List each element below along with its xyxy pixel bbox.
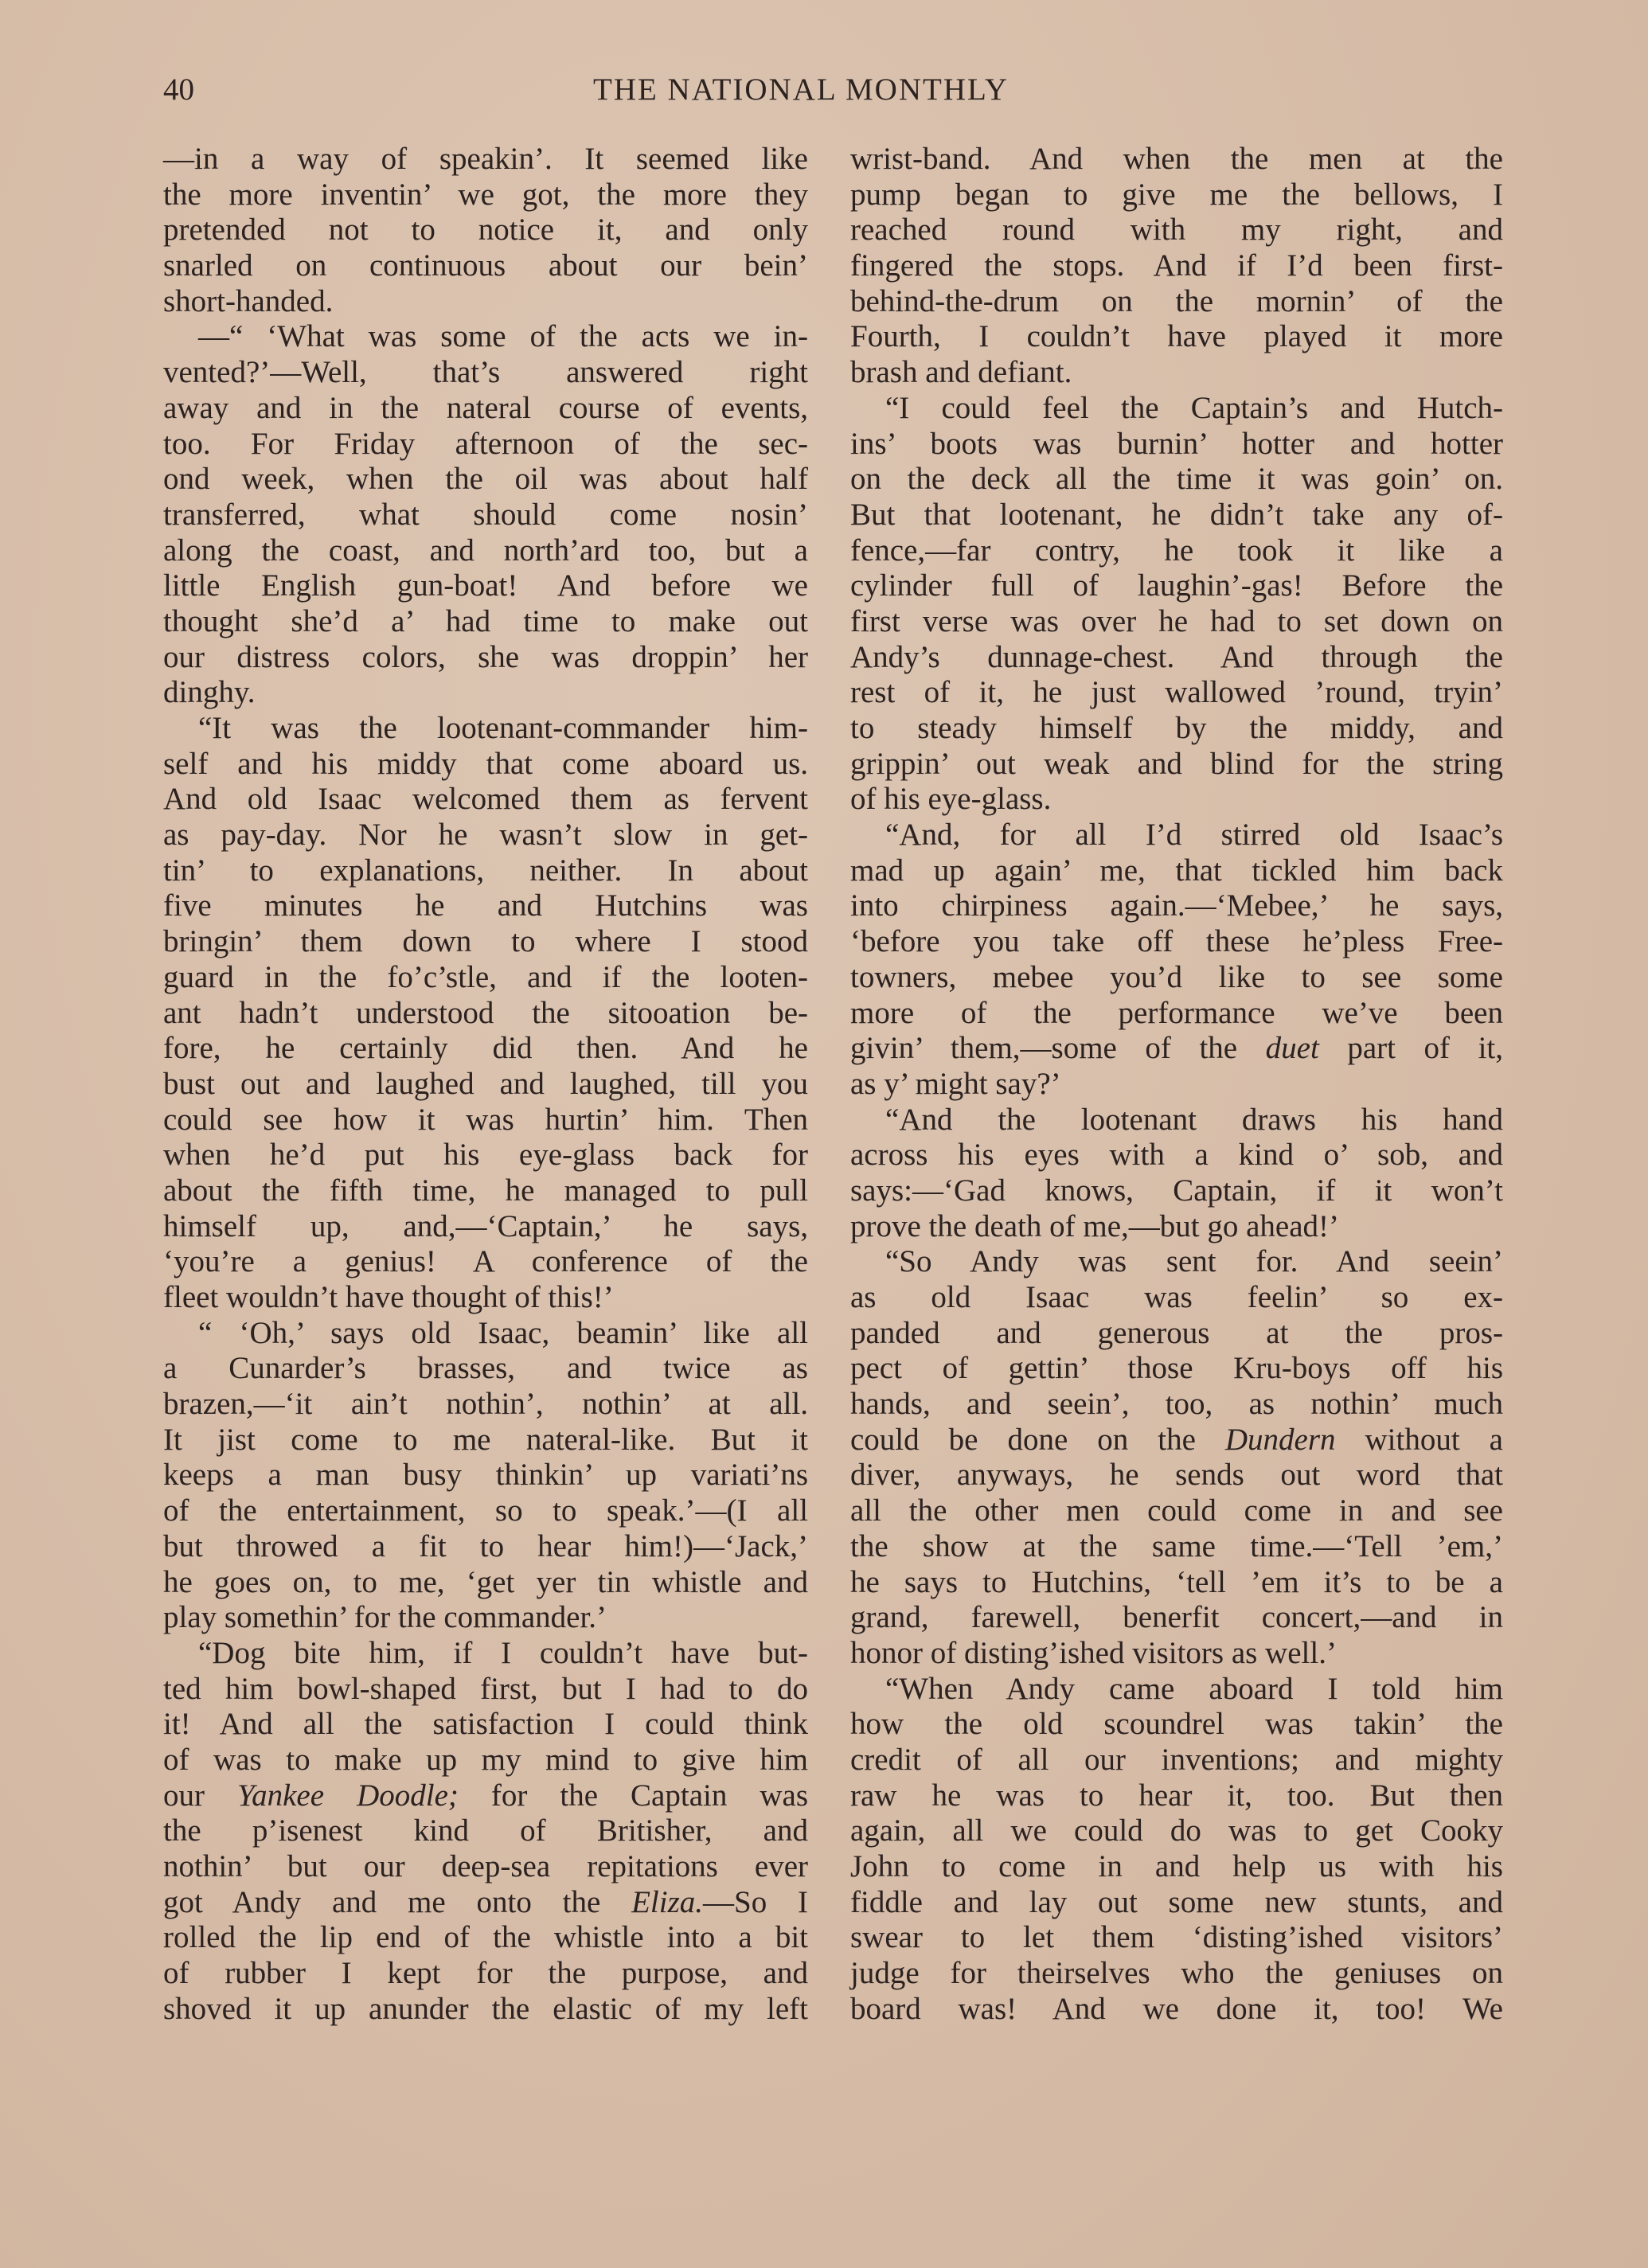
text-line: raw he was to hear it, too. But then [850,1778,1503,1813]
text-line: he goes on, to me, ‘get yer tin whistle and [163,1564,808,1599]
text-line: into chirpiness again.—‘Mebee,’ he says, [850,888,1503,923]
text-segment: our [163,1778,238,1813]
text-line: fingered the stops. And if I’d been first- [850,248,1503,283]
text-line: pump began to give me the bellows, I [850,177,1503,212]
text-line: “ ‘Oh,’ says old Isaac, beamin’ like all [198,1315,808,1350]
text-line: wrist-band. And when the men at the [850,142,1503,176]
page-number: 40 [163,72,194,107]
text-line: diver, anyways, he sends out word that [850,1458,1503,1493]
italic-title: Yankee Doodle; [237,1778,459,1813]
left-text-column [163,142,808,2027]
text-segment: givin’ them,—some of the [850,1031,1266,1066]
text-line: ‘before you take off these he’pless Free- [850,924,1503,959]
text-line: guard in the fo’c’stle, and if the looten- [163,959,808,994]
text-line: rolled the lip end of the whistle into a bit [163,1920,808,1955]
text-line: as old Isaac was feelin’ so ex- [850,1280,1503,1314]
text-line: as y’ might say?’ [850,1066,1061,1101]
text-line: cylinder full of laughin’-gas! Before the [850,568,1503,603]
text-line: but throwed a fit to hear him!)—‘Jack,’ [163,1528,808,1563]
text-line: little English gun-boat! And before we [163,568,808,603]
text-line: brazen,—‘it ain’t nothin’, nothin’ at all. [163,1387,808,1422]
text-line: of the entertainment, so to speak.’—(I all [163,1493,808,1528]
text-line: snarled on continuous about our bein’ [163,248,808,283]
text-line [850,1031,1503,1067]
text-line: mad up again’ me, that tickled him back [850,853,1503,888]
text-line: on the deck all the time it was goin’ on. [850,462,1503,497]
text-line: bringin’ them down to where I stood [163,924,808,959]
text-line: ins’ boots was burnin’ hotter and hotter [850,426,1503,461]
text-line: of rubber I kept for the purpose, and [163,1956,808,1991]
italic-title: Dundern [1224,1422,1336,1457]
text-line: away and in the nateral course of events, [163,390,808,425]
text-line: transferred, what should come nosin’ [163,497,808,532]
running-title: THE NATIONAL MONTHLY [593,72,1009,107]
text-line: along the coast, and north’ard too, but a [163,533,808,568]
text-line: all the other men could come in and see [850,1493,1503,1528]
text-line: the more inventin’ we got, the more they [163,177,808,212]
text-line: fence,—far contry, he took it like a [850,533,1503,568]
text-line: “Dog bite him, if I couldn’t have but- [198,1635,808,1670]
text-line: short-handed. [163,283,334,318]
text-line: he says to Hutchins, ‘tell ’em it’s to be a [850,1564,1503,1599]
text-line: reached round with my right, and [850,213,1503,248]
text-line: nothin’ but our deep-sea repitations ever [163,1849,808,1883]
text-line: grippin’ out weak and blind for the string [850,746,1503,781]
text-segment: part of it, [1318,1031,1504,1066]
text-line: fiddle and lay out some new stunts, and [850,1884,1503,1919]
text-line: as pay-day. Nor he wasn’t slow in get- [163,818,808,853]
text-line: towners, mebee you’d like to see some [850,959,1503,994]
text-line [163,1778,808,1814]
text-line: the show at the same time.—‘Tell ’em,’ [850,1528,1503,1563]
text-line: —in a way of speakin’. It seemed like [163,142,808,176]
italic-title: Eliza. [631,1884,704,1919]
text-line: too. For Friday afternoon of the sec- [163,426,808,461]
text-line: more of the performance we’ve been [850,995,1503,1030]
text-line: behind-the-drum on the mornin’ of the [850,283,1503,318]
text-line: pretended not to notice it, and only [163,213,808,248]
text-line: credit of all our inventions; and mighty [850,1742,1503,1777]
text-line: first verse was over he had to set down on [850,603,1503,638]
text-line: Fourth, I couldn’t have played it more [850,319,1503,354]
text-line: across his eyes with a kind o’ sob, and [850,1138,1503,1173]
text-segment: —So I [703,1884,808,1919]
text-line: dinghy. [163,675,256,710]
text-line: ant hadn’t understood the sitooation be- [163,995,808,1030]
text-line: five minutes he and Hutchins was [163,888,808,923]
page-header [163,72,1509,119]
text-line: honor of disting’ished visitors as well.’ [850,1635,1337,1670]
text-line: pect of gettin’ those Kru-boys off his [850,1351,1503,1386]
text-line: ted him bowl-shaped first, but I had to do [163,1671,808,1706]
text-line: fore, he certainly did then. And he [163,1031,808,1066]
text-line: thought she’d a’ had time to make out [163,603,808,638]
text-line: bust out and laughed and laughed, till you [163,1066,808,1101]
text-segment: got Andy and me onto the [163,1884,632,1919]
text-line: again, all we could do was to get Cooky [850,1813,1503,1848]
text-line: John to come in and help us with his [850,1849,1503,1883]
text-line: —“ ‘What was some of the acts we in- [198,319,808,354]
text-line: Andy’s dunnage-chest. And through the [850,639,1503,674]
text-line: rest of it, he just wallowed ’round, tryin’ [850,675,1503,710]
text-line: hands, and seein’, too, as nothin’ much [850,1387,1503,1422]
text-line [163,1885,808,1921]
text-line: play somethin’ for the commander.’ [163,1600,607,1635]
text-line: “When Andy came aboard I told him [885,1671,1503,1706]
text-line: ond week, when the oil was about half [163,462,808,497]
text-line: But that lootenant, he didn’t take any of- [850,497,1503,532]
text-line: vented?’—Well, that’s answered right [163,355,808,390]
text-line: “And, for all I’d stirred old Isaac’s [885,818,1503,853]
text-line: swear to let them ‘disting’ished visitors’ [850,1920,1503,1955]
text-line: shoved it up anunder the elastic of my left [163,1991,808,2026]
text-line: of his eye-glass. [850,782,1052,817]
text-line: tin’ to explanations, neither. In about [163,853,808,888]
text-line: our distress colors, she was droppin’ her [163,639,808,674]
text-line: self and his middy that come aboard us. [163,746,808,781]
text-line: could see how it was hurtin’ him. Then [163,1102,808,1137]
text-line: to steady himself by the middy, and [850,711,1503,745]
text-segment: without a [1335,1422,1503,1457]
text-line: board was! And we done it, too! We [850,1991,1503,2026]
text-line [850,1423,1503,1458]
text-line: how the old scoundrel was takin’ the [850,1707,1503,1742]
text-line: “And the lootenant draws his hand [885,1102,1503,1137]
text-line: It jist come to me nateral-like. But it [163,1422,808,1457]
text-line: when he’d put his eye-glass back for [163,1138,808,1173]
text-line: the p’isenest kind of Britisher, and [163,1813,808,1848]
text-line: says:—‘Gad knows, Captain, if it won’t [850,1173,1503,1208]
text-line: it! And all the satisfaction I could think [163,1707,808,1742]
text-segment: for the Captain was [458,1778,809,1813]
text-line: of was to make up my mind to give him [163,1742,808,1777]
text-line: judge for theirselves who the geniuses on [850,1956,1503,1991]
text-line: panded and generous at the pros- [850,1315,1503,1350]
text-line: fleet wouldn’t have thought of this!’ [163,1280,614,1314]
right-text-column [850,142,1503,2027]
text-line: ‘you’re a genius! A conference of the [163,1244,808,1279]
text-line: a Cunarder’s brasses, and twice as [163,1351,808,1386]
italic-title: duet [1265,1031,1319,1066]
text-line: himself up, and,—‘Captain,’ he says, [163,1208,808,1243]
text-line: “I could feel the Captain’s and Hutch- [885,390,1503,425]
text-line: prove the death of me,—but go ahead!’ [850,1208,1340,1243]
text-segment: could be done on the [850,1422,1225,1457]
text-line: And old Isaac welcomed them as fervent [163,782,808,817]
text-line: “So Andy was sent for. And seein’ [885,1244,1503,1279]
text-line: keeps a man busy thinkin’ up variati’ns [163,1458,808,1493]
text-line: brash and defiant. [850,355,1072,390]
text-line: about the fifth time, he managed to pull [163,1173,808,1208]
text-line: grand, farewell, benerfit concert,—and in [850,1600,1503,1635]
text-line: “It was the lootenant-commander him- [198,711,808,745]
